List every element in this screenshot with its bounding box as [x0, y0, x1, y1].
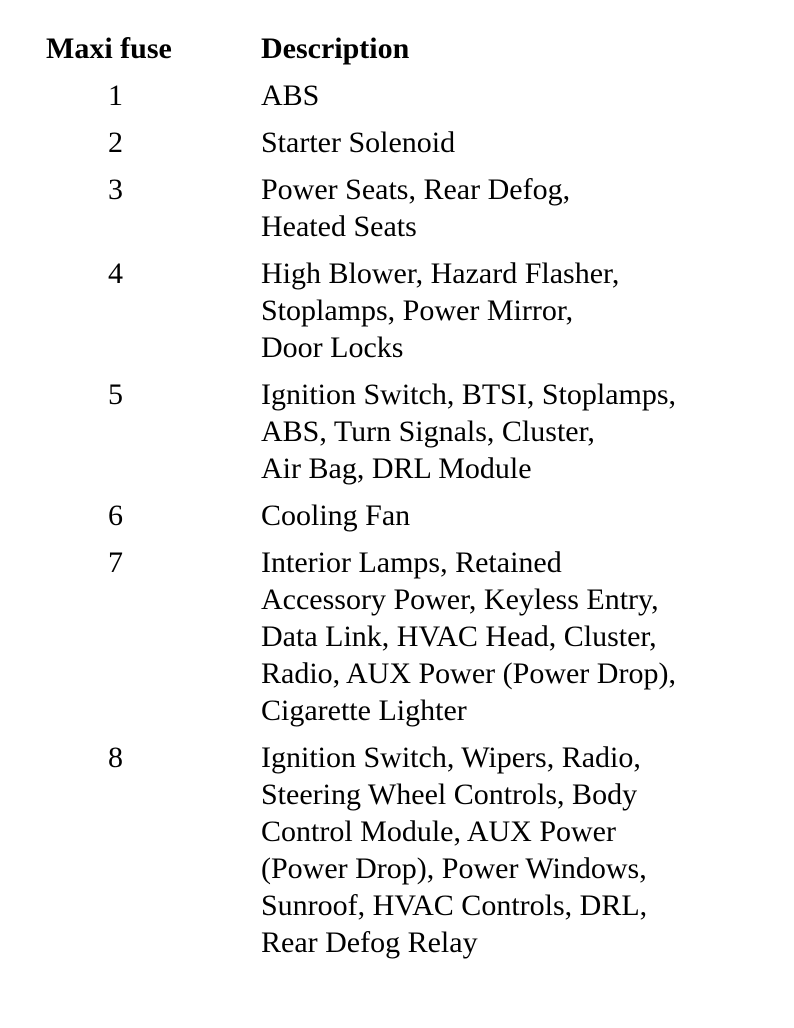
table-row — [46, 497, 676, 544]
fuse-description — [261, 544, 676, 739]
fuse-number: 3 — [108, 173, 123, 206]
description-line: (Power Drop), Power Windows, — [261, 852, 647, 885]
description-line: Cooling Fan — [261, 499, 411, 532]
description-line: Heated Seats — [261, 210, 417, 243]
table-row — [46, 376, 676, 497]
description-line: ABS, Turn Signals, Cluster, — [261, 415, 595, 448]
fuse-description — [261, 376, 676, 497]
description-line: Rear Defog Relay — [261, 926, 478, 959]
description-line: Data Link, HVAC Head, Cluster, — [261, 620, 657, 653]
description-line: Interior Lamps, Retained — [261, 546, 562, 579]
description-line: Door Locks — [261, 331, 404, 364]
fuse-description — [261, 739, 676, 971]
description-line: Radio, AUX Power (Power Drop), — [261, 657, 676, 690]
table-body — [46, 77, 676, 971]
fuse-description — [261, 77, 676, 124]
description-line: Stoplamps, Power Mirror, — [261, 294, 574, 327]
description-line: Ignition Switch, BTSI, Stoplamps, — [261, 378, 677, 411]
description-line: Starter Solenoid — [261, 126, 456, 159]
description-line: Ignition Switch, Wipers, Radio, — [261, 741, 641, 774]
fuse-number: 8 — [108, 741, 123, 774]
description-line: Accessory Power, Keyless Entry, — [261, 583, 659, 616]
description-line: Sunroof, HVAC Controls, DRL, — [261, 889, 648, 922]
table-row — [46, 124, 676, 171]
description-line: Control Module, AUX Power — [261, 815, 616, 848]
table-row — [46, 544, 676, 739]
description-line: Air Bag, DRL Module — [261, 452, 532, 485]
description-line: High Blower, Hazard Flasher, — [261, 257, 620, 290]
table-row — [46, 255, 676, 376]
fuse-number: 4 — [108, 257, 123, 290]
description-line: ABS — [261, 79, 320, 112]
fuse-description — [261, 255, 676, 376]
fuse-description — [261, 124, 676, 171]
header-description: Description — [261, 32, 410, 65]
description-line: Power Seats, Rear Defog, — [261, 173, 571, 206]
table-row — [46, 77, 676, 124]
fuse-number: 7 — [108, 546, 123, 579]
fuse-number: 1 — [108, 79, 123, 112]
fuse-number: 2 — [108, 126, 123, 159]
table-row — [46, 739, 676, 971]
fuse-number: 6 — [108, 499, 123, 532]
table-header-row — [46, 30, 676, 77]
table-row — [46, 171, 676, 255]
fuse-table — [46, 30, 676, 971]
fuse-number: 5 — [108, 378, 123, 411]
header-maxi-fuse: Maxi fuse — [46, 32, 172, 65]
description-line: Cigarette Lighter — [261, 694, 467, 727]
fuse-description — [261, 171, 676, 255]
fuse-description — [261, 497, 676, 544]
description-line: Steering Wheel Controls, Body — [261, 778, 638, 811]
